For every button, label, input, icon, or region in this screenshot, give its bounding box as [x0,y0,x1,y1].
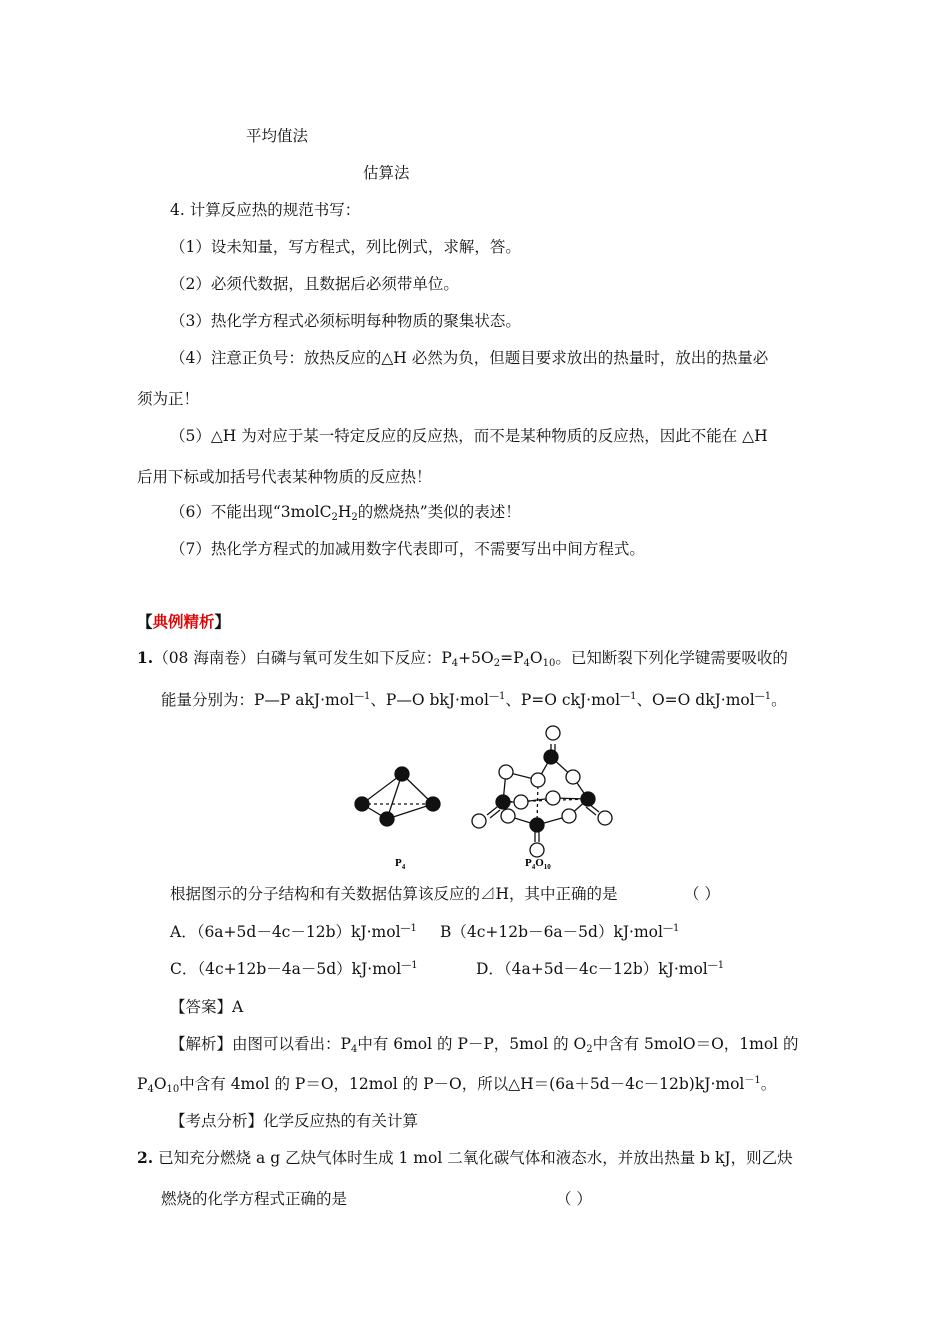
rule-6: （6）不能出现“$3molC_2H_2$的燃烧热”类似的表述！ [170,503,521,523]
q1-line2: 能量分别为：P—P akJ·mol$^{—1}$、P—O bkJ·mol$^{—1}$、P=O ckJ·mol$^{—1}$、O=O dkJ·mol$^{—1}$。 [161,691,787,709]
q1-option-b: B（4c+12b－6a－5d）kJ·mol$^{—1}$ [440,923,680,941]
rule-4-line1: （4）注意正负号：放热反应的△H 必然为负，但题目要求放出的热量时，放出的热量必 [170,349,769,367]
examples-heading: 【典例精析】 [137,612,231,631]
molecule-structure-figure [340,720,640,875]
label-p4: $P_4$ [395,857,406,871]
q1-answer-paren: （ ） [684,885,720,903]
rule-2: （2）必须代数据，且数据后必须带单位。 [170,275,459,293]
q1-answer: 【答案】A [170,998,244,1016]
q1-explanation-line1: 【解析】由图可以看出：$P_4$中有 6mol 的 P－P，5mol 的 $O_2$中含有 5molO＝O，1mol 的 [170,1035,799,1055]
p4o10-molecule [472,726,612,857]
rule-5-line1: （5）△H 为对应于某一特定反应的反应热，而不是某种物质的反应热，因此不能在 △H [170,427,768,445]
q2-line2: 燃烧的化学方程式正确的是 [161,1190,348,1208]
method-average: 平均值法 [246,127,309,145]
rule-7: （7）热化学方程式的加减用数字代表即可，不需要写出中间方程式。 [170,540,645,558]
rule-1: （1）设未知量，写方程式，列比例式，求解，答。 [170,238,521,256]
rule-3: （3）热化学方程式必须标明每种物质的聚集状态。 [170,312,521,330]
q1-explanation-line2: $P_4O_{10}$中含有 4mol 的 P＝O，12mol 的 P－O，所以△H＝(6a＋5d－4c－12b)kJ·mol$^{-1}$。 [137,1075,777,1095]
q1-option-a: A．（6a+5d－4c－12b）kJ·mol$^{—1}$ [170,923,417,941]
p4-molecule [355,767,440,826]
label-p4o10: $P_4O_{10}$ [525,857,551,871]
molecule-svg [340,720,640,875]
q1-line1: 1.（08 海南卷）白磷与氧可发生如下反应：$P_4+5O_2=P_4O_{10}$。已知断裂下列化学键需要吸收的 [137,648,788,669]
q2-line1: 2. 已知充分燃烧 a g 乙炔气体时生成 1 mol 二氧化碳气体和液态水，并放出热量 b kJ，则乙炔 [137,1148,793,1167]
rule-4-line2: 须为正！ [137,390,200,408]
q1-stem: 根据图示的分子结构和有关数据估算该反应的⊿H，其中正确的是 [170,885,618,903]
rule-5-line2: 后用下标或加括号代表某种物质的反应热！ [137,468,432,486]
q1-option-d: D．（4a+5d－4c－12b）kJ·mol$^{—1}$ [476,960,725,978]
q2-answer-paren: （ ） [556,1190,592,1208]
section4-heading: 4. 计算反应热的规范书写： [170,201,361,219]
q1-analysis: 【考点分析】化学反应热的有关计算 [170,1112,419,1130]
method-estimate: 估算法 [363,164,410,182]
q1-option-c: C．（4c+12b－4a－5d）kJ·mol$^{—1}$ [170,960,418,978]
